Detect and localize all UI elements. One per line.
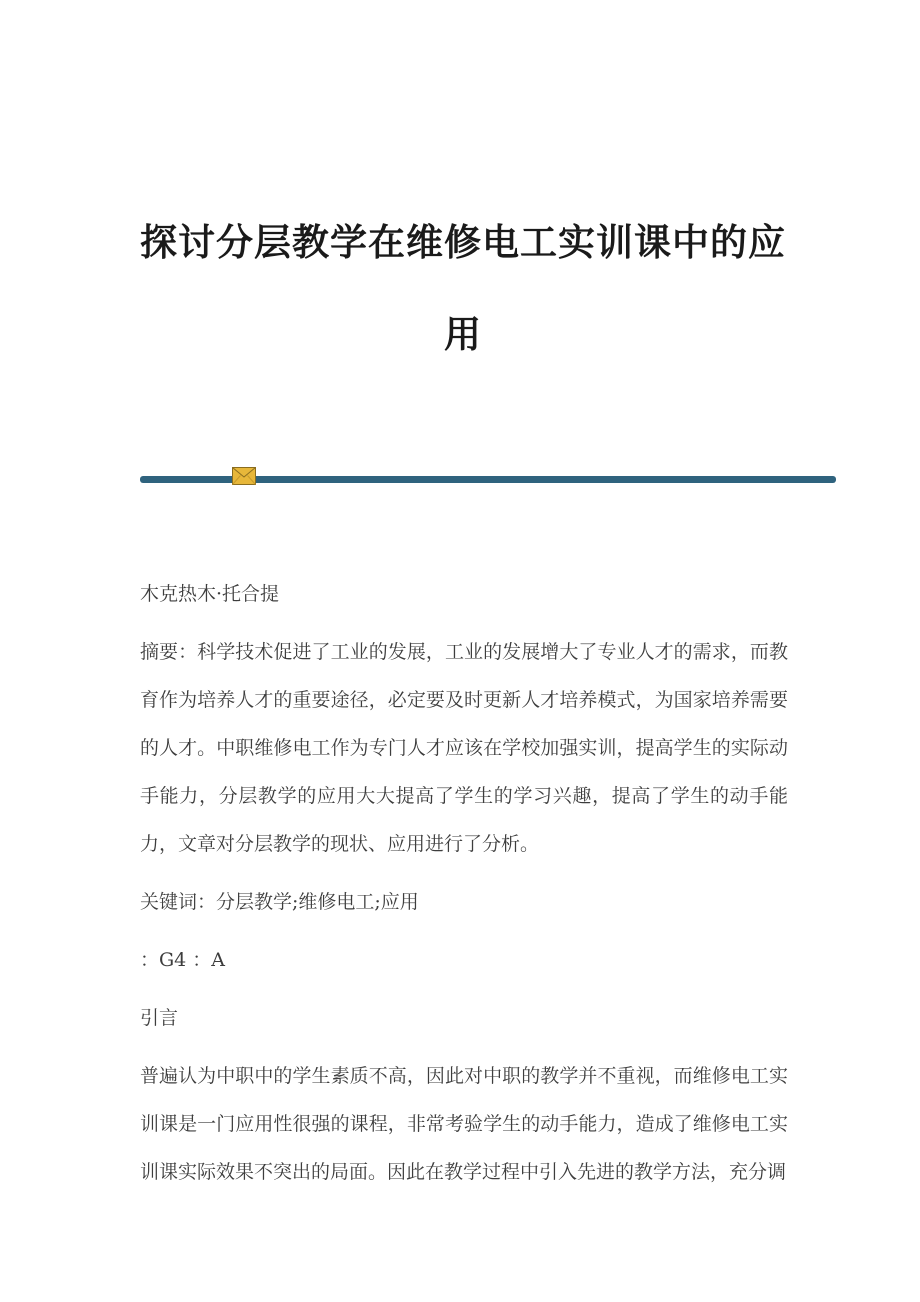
section-heading-introduction: 引言	[140, 1007, 179, 1029]
author-name: 木克热木·托合提	[140, 583, 280, 605]
title-divider	[140, 476, 836, 483]
abstract-paragraph: 摘要：科学技术促进了工业的发展，工业的发展增大了专业人才的需求，而教育作为培养人才的重要途径，必定要及时更新人才培养模式，为国家培养需要的人才。中职维修电工作为专门人才应该在学校加强实训，提高学生的实际动手能力，分层教学的应用大大提高了学生的学习兴趣，提高了学生的动手能力，文章对分层教学的现状、应用进行了分析。	[140, 641, 788, 855]
introduction-paragraph: 普遍认为中职中的学生素质不高，因此对中职的教学并不重视，而维修电工实训课是一门应用性很强的课程，非常考验学生的动手能力，造成了维修电工实训课实际效果不突出的局面。因此在教学过程中引入先进的教学方法，充分调	[140, 1065, 788, 1183]
keywords-line: 关键词：分层教学;维修电工;应用	[140, 891, 419, 913]
document-body	[140, 570, 788, 1196]
envelope-icon	[232, 467, 256, 485]
classification-line: ：G4 ：A	[140, 949, 226, 971]
page-title: 探讨分层教学在维修电工实训课中的应用	[140, 220, 786, 356]
